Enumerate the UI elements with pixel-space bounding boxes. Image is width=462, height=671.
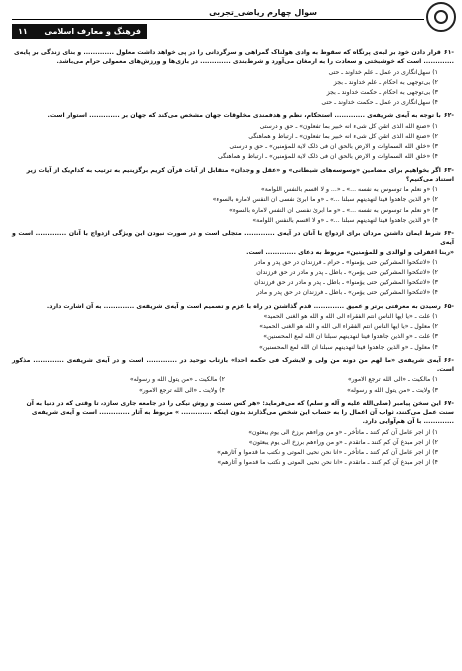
answer-option[interactable]: ۴) «و الذین جاهدوا فینا لنهدینهم سبلنا ...» ـ «و لا اقسم بالنفس اللوامة»: [252, 216, 438, 224]
options-list: [12, 185, 438, 226]
question-text: [12, 175, 454, 184]
question-line: رسیدن به معرفتی برتر و عمیق ............. قدم گذاشتن در راه با عزم و تصمیم است و آیه‌ی شریفه‌ی ............. به آن اشارت دارد.: [46, 302, 441, 310]
answer-option[interactable]: ۳) علت ـ «و الذین جاهدوا فینا لنهدینهم سبلنا ان الله لمع المحسنین»: [263, 333, 438, 341]
answer-option[interactable]: ۲) معلول ـ «یا ایها الناس انتم الفقراء الی الله و الله هو الغنی الحمید»: [259, 323, 438, 331]
answer-option[interactable]: ۲) «صنع الله الذی اتقن کل شیء انه خبیر بما تفعلون» ـ ارتباط و هماهنگی: [248, 132, 438, 140]
answer-option[interactable]: ۳) «و نعلم ما توسوس به نفسه ...» ـ «و ما ابرئ نفسی ان النفس لاماره بالسوء»: [229, 206, 438, 214]
answer-option[interactable]: ۱) علت ـ «یا ایها الناس انتم الفقراء الی الله و الله هو الغنی الحمید»: [263, 312, 438, 320]
answer-option[interactable]: ۴) از اجر مبدع آن کم کنند ـ ماتقدم ـ «انا نحن نحیی الموتی و نکتب ما قدموا و آثارهم»: [217, 459, 438, 467]
question-number: -۶۳: [443, 166, 454, 174]
question-text: [12, 356, 454, 375]
question-number: -۶۶: [443, 356, 454, 364]
question-block: [12, 166, 454, 226]
section-title: فرهنگ و معارف اسلامی: [44, 27, 141, 36]
answer-option[interactable]: ۱) «صنع الله الذی اتقن کل شیء انه خبیر بما تفعلون» ـ حق و درستی: [259, 122, 438, 130]
question-number: -۶۴: [443, 229, 454, 237]
question-text: [12, 302, 454, 311]
question-line: قرار دادن خود بر لبه‌ی پرتگاه که سقوط به وادی هولناک گمراهی و سرگردانی را در پی خواهد داشت معلول ............. و بنای زندگی بر پایه‌ی: [14, 49, 441, 56]
answer-option[interactable]: ۳) ولایت ـ «من یتول الله و رسوله»: [346, 386, 438, 394]
question-line: استناد می‌کنیم؟: [405, 175, 454, 183]
question-text: [12, 57, 454, 66]
options-list: [12, 375, 438, 395]
question-line: این سخن پیامبر (صلی‌الله علیه و آله و سلم) که می‌فرماید: «هر کس سنت و روش نیکی را در جامعه جاری سازد، تا وقتی که در دنیا به آن: [26, 399, 441, 407]
question-line: اگر بخواهیم برای مضامین «وسوسه‌های شیطانی» و «عقل و وجدان» متقابل از آیات قرآن کریم برگزینیم به ترتیب به کدام‌یک از آیات زیر: [26, 166, 441, 174]
answer-option[interactable]: ۳) بی‌توجهی به احکام ـ حکمت خداوند ـ بجز: [326, 89, 438, 96]
answer-option[interactable]: ۳) «لاتنکحوا المشرکین حتی یؤمنوا» ـ باطل ـ پدر و مادر در حق فرزندان: [254, 279, 438, 287]
question-number: -۶۵: [443, 302, 454, 310]
question-line: با توجه به آیه‌ی شریفه‌ی ............. استحکام، نظم و هدفمندی مخلوقات جهان مشخص می‌کند که جهان بر ............. استوار است.: [47, 112, 441, 120]
question-block: [12, 111, 454, 162]
question-line: آیه‌ی شریفه‌ی «ما لهم من دونه من ولی و لایشرک فی حکمه احدا» بازتاب توحید در ............. است و در آیه‌ی شریفه‌ی ............. مذکور است.: [12, 356, 454, 374]
answer-option[interactable]: ۳) از اجر عامل آن کم کنند ـ ماتأخر ـ «انا نحن نحیی الموتی و نکتب ما قدموا و آثارهم»: [217, 449, 438, 457]
answer-option[interactable]: ۲) «لاتنکحوا المشرکین حتی یؤمن» ـ باطل ـ پدر و مادر در حق فرزندان: [256, 269, 438, 277]
section-bar: [12, 24, 147, 39]
answer-option[interactable]: ۴) معلول ـ «و الذین جاهدوا فینا لنهدینهم سبلنا ان الله لمع المحسنین»: [259, 343, 438, 351]
question-number: -۶۱: [443, 49, 454, 56]
question-text: [12, 111, 454, 120]
question-text: [12, 229, 454, 248]
options-list: [12, 68, 438, 109]
answer-option[interactable]: ۱) از اجر عامل آن کم کنند ـ ماتأخر ـ «و من وراءهم برزخ الی یوم یبعثون»: [248, 428, 438, 436]
question-line: شرط ایمان داشتن مردان برای ازدواج با آنان در آیه‌ی ............. متجلی است و در صورت نبودن این ویژگی ازدواج با آنان ............. است و آیه‌ی: [12, 229, 454, 247]
question-text: [12, 48, 454, 57]
answer-option[interactable]: ۲) «و الذین جاهدوا فینا لنهدینهم سبلنا ...» ـ «و ما ابرئ نفسی ان النفس لاماره بالسوء»: [212, 196, 438, 204]
answer-option[interactable]: ۴) «خلق الله السماوات و الارض بالحق ان فی ذلک لایة للمؤمنین» ـ ارتباط و هماهنگی: [217, 153, 438, 161]
question-block: [12, 302, 454, 353]
answer-option[interactable]: ۴) «لاتنکحوا المشرکین حتی یؤمن» ـ باطل ـ فرزندان در حق پدر و مادر: [256, 289, 438, 297]
question-line: ............. با آن هم‌آوایی دارد.: [362, 418, 454, 426]
answer-option[interactable]: ۱) «و نعلم ما توسوس به نفسه ...» ـ «... و لا اقسم بالنفس اللوامة»: [260, 186, 438, 194]
options-list: [12, 122, 438, 163]
page-number: ۱۱: [18, 27, 28, 36]
answer-option[interactable]: ۲) از اجر مبدع آن کم کنند ـ ماتقدم ـ «و من وراءهم برزخ الی یوم یبعثون»: [248, 438, 438, 446]
answer-option[interactable]: ۱) سهل‌انگاری در عمل ـ علم خداوند ـ حتی: [328, 68, 438, 76]
question-number: -۶۷: [443, 399, 454, 407]
questions-list: [12, 48, 454, 471]
logo-icon: [426, 2, 456, 32]
question-line: «ربنا اغفرلی و لوالدی و للمؤمنین» مربوط به دعای ............. است.: [246, 248, 454, 256]
question-text: [12, 408, 454, 417]
question-line: ............. است که خوشبختی و سعادت را به ارمغان می‌آورد و شرط‌بندی ............. در بازی‌ها و ورزش‌های معمولی حرام می‌باشد.: [56, 58, 454, 66]
answer-option[interactable]: ۱) مالکیت ـ «الی الله ترجع الامور»: [347, 376, 438, 384]
header-divider: [12, 19, 424, 20]
answer-option[interactable]: ۴) ولایت ـ «الی الله ترجع الامور»: [139, 386, 225, 394]
question-text: [12, 248, 454, 257]
question-block: [12, 399, 454, 469]
answer-option[interactable]: ۴) سهل‌انگاری در عمل ـ حکمت خداوند ـ حتی: [321, 99, 438, 107]
question-block: [12, 48, 454, 108]
options-list: [12, 428, 438, 469]
question-text: [12, 417, 454, 426]
question-text: [12, 399, 454, 408]
options-list: [12, 312, 438, 353]
page-header-title: سوال چهارم ریاضی_تجربی: [209, 8, 317, 17]
question-block: [12, 229, 454, 299]
options-list: [12, 258, 438, 299]
question-text: [12, 166, 454, 175]
answer-option[interactable]: ۳) «خلق الله السماوات و الارض بالحق ان فی ذلک لایة للمؤمنین» ـ حق و درستی: [229, 143, 438, 151]
question-line: سنت عمل می‌کنند، ثواب آن اعمال را به حساب این شخص می‌گذارند بدون اینکه ............. » مربوط به آثار ............. است و آیه‌ی شریفه‌ی: [31, 409, 454, 417]
answer-option[interactable]: ۲) بی‌توجهی به احکام ـ علم خداوند ـ بجز: [333, 78, 438, 86]
answer-option[interactable]: ۲) مالکیت ـ «من یتول الله و رسوله»: [129, 376, 225, 384]
answer-option[interactable]: ۱) «لاتنکحوا المشرکین حتی یؤمنوا» ـ حرام ـ فرزندان در حق پدر و مادر: [254, 258, 438, 266]
question-block: [12, 356, 454, 396]
question-number: -۶۲: [443, 112, 454, 120]
